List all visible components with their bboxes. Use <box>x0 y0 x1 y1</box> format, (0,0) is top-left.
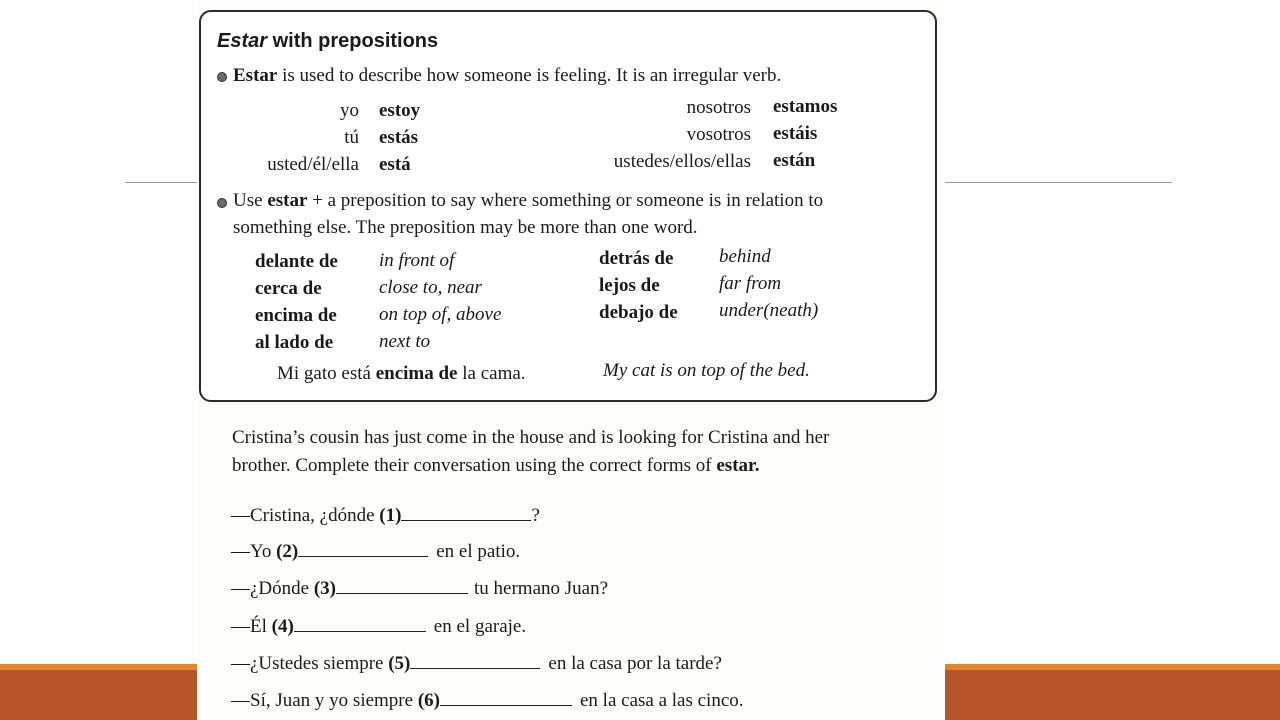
dialogue-pre: —¿Ustedes siempre <box>231 653 389 674</box>
example-pre: Mi gato está <box>277 363 376 384</box>
grammar-box <box>199 10 937 402</box>
footer-bar-left <box>0 664 197 720</box>
instructions-bold: estar. <box>716 455 760 476</box>
pronoun-tu: tú <box>344 127 359 148</box>
answer-blank-5[interactable] <box>410 654 540 669</box>
dialogue-pre: —Él <box>231 616 272 637</box>
prep-encima-de-meaning: on top of, above <box>379 304 502 325</box>
pronoun-yo: yo <box>340 100 359 121</box>
prep-detras-de-meaning: behind <box>719 246 771 267</box>
example-translation: My cat is on top of the bed. <box>603 360 810 381</box>
prep-al-lado-de: al lado de <box>255 332 334 353</box>
dialogue-line-3 <box>231 578 608 600</box>
form-estamos: estamos <box>773 96 838 117</box>
footer-bar-right <box>945 664 1280 720</box>
prep-debajo-de: debajo de <box>599 302 678 323</box>
answer-blank-4[interactable] <box>294 617 426 632</box>
bullet1-bold: Estar <box>233 65 278 86</box>
slide-rule-right <box>945 182 1172 183</box>
title-emphasis: Estar <box>217 30 268 52</box>
prep-delante-de-meaning: in front of <box>379 250 455 271</box>
dialogue-pre: —Sí, Juan y yo siempre <box>231 690 418 711</box>
form-estas: estás <box>379 127 419 148</box>
dialogue-post: en el garaje. <box>433 616 527 637</box>
pronoun-nosotros: nosotros <box>686 97 751 118</box>
prep-delante-de: delante de <box>255 251 338 272</box>
blank-number: (5) <box>388 653 411 674</box>
bullet2-pre: Use <box>233 190 268 211</box>
prep-cerca-de-meaning: close to, near <box>379 277 482 298</box>
blank-number: (6) <box>417 690 440 711</box>
blank-number: (3) <box>313 578 336 599</box>
blank-number: (4) <box>271 616 294 637</box>
instructions-line1: Cristina’s cousin has just come in the house and is looking for Cristina and her <box>232 427 830 448</box>
answer-blank-6[interactable] <box>440 691 572 706</box>
example-post: la cama. <box>457 363 526 384</box>
dialogue-line-4 <box>231 616 526 638</box>
dialogue-post: en el patio. <box>436 541 521 562</box>
pronoun-usted: usted/él/ella <box>267 154 359 175</box>
prep-lejos-de-meaning: far from <box>719 273 782 294</box>
prep-detras-de: detrás de <box>599 248 674 269</box>
form-esta: está <box>379 154 411 175</box>
bullet2-rest: + a preposition to say where something or someone is in relation to <box>307 190 824 211</box>
prep-encima-de: encima de <box>255 305 337 326</box>
textbook-page <box>197 0 945 720</box>
bullet1-rest: is used to describe how someone is feeling. It is an irregular verb. <box>277 65 782 86</box>
prep-al-lado-de-meaning: next to <box>379 331 431 352</box>
dialogue-post: ? <box>531 505 540 526</box>
dialogue-pre: —¿Dónde <box>231 578 314 599</box>
dialogue-line-1 <box>231 505 540 527</box>
title-rest: with prepositions <box>267 30 439 52</box>
form-estoy: estoy <box>379 100 421 121</box>
dialogue-line-5 <box>231 653 722 675</box>
pronoun-ustedes: ustedes/ellos/ellas <box>613 151 751 172</box>
form-estais: estáis <box>773 123 818 144</box>
bullet1-text <box>233 65 781 87</box>
blank-number: (1) <box>379 505 402 526</box>
dialogue-line-2 <box>231 541 520 563</box>
grammar-box-title <box>217 30 438 53</box>
bullet2-line1 <box>233 190 823 212</box>
dialogue-post: en la casa a las cinco. <box>579 690 744 711</box>
dialogue-post: en la casa por la tarde? <box>548 653 722 674</box>
prep-lejos-de: lejos de <box>599 275 660 296</box>
dialogue-line-6 <box>231 690 744 712</box>
blank-number: (2) <box>276 541 299 562</box>
dialogue-pre: —Yo <box>231 541 277 562</box>
pronoun-vosotros: vosotros <box>686 124 751 145</box>
answer-blank-2[interactable] <box>298 542 428 557</box>
instructions-pre: brother. Complete their conversation using the correct forms of <box>232 455 717 476</box>
dialogue-pre: —Cristina, ¿dónde <box>231 505 380 526</box>
example-sentence <box>277 363 526 385</box>
bullet2-bold: estar <box>267 190 308 211</box>
bullet2-line2: something else. The preposition may be more than one word. <box>233 217 698 238</box>
bullet-icon <box>217 72 227 82</box>
instructions-line2 <box>232 455 759 477</box>
bullet-icon <box>217 198 227 208</box>
form-estan: están <box>773 150 816 171</box>
slide-rule-left <box>125 182 200 183</box>
dialogue-post: tu hermano Juan? <box>474 578 609 599</box>
answer-blank-1[interactable] <box>401 506 531 521</box>
answer-blank-3[interactable] <box>336 579 468 594</box>
prep-debajo-de-meaning: under(neath) <box>719 300 819 321</box>
example-bold: encima de <box>375 363 458 384</box>
prep-cerca-de: cerca de <box>255 278 322 299</box>
